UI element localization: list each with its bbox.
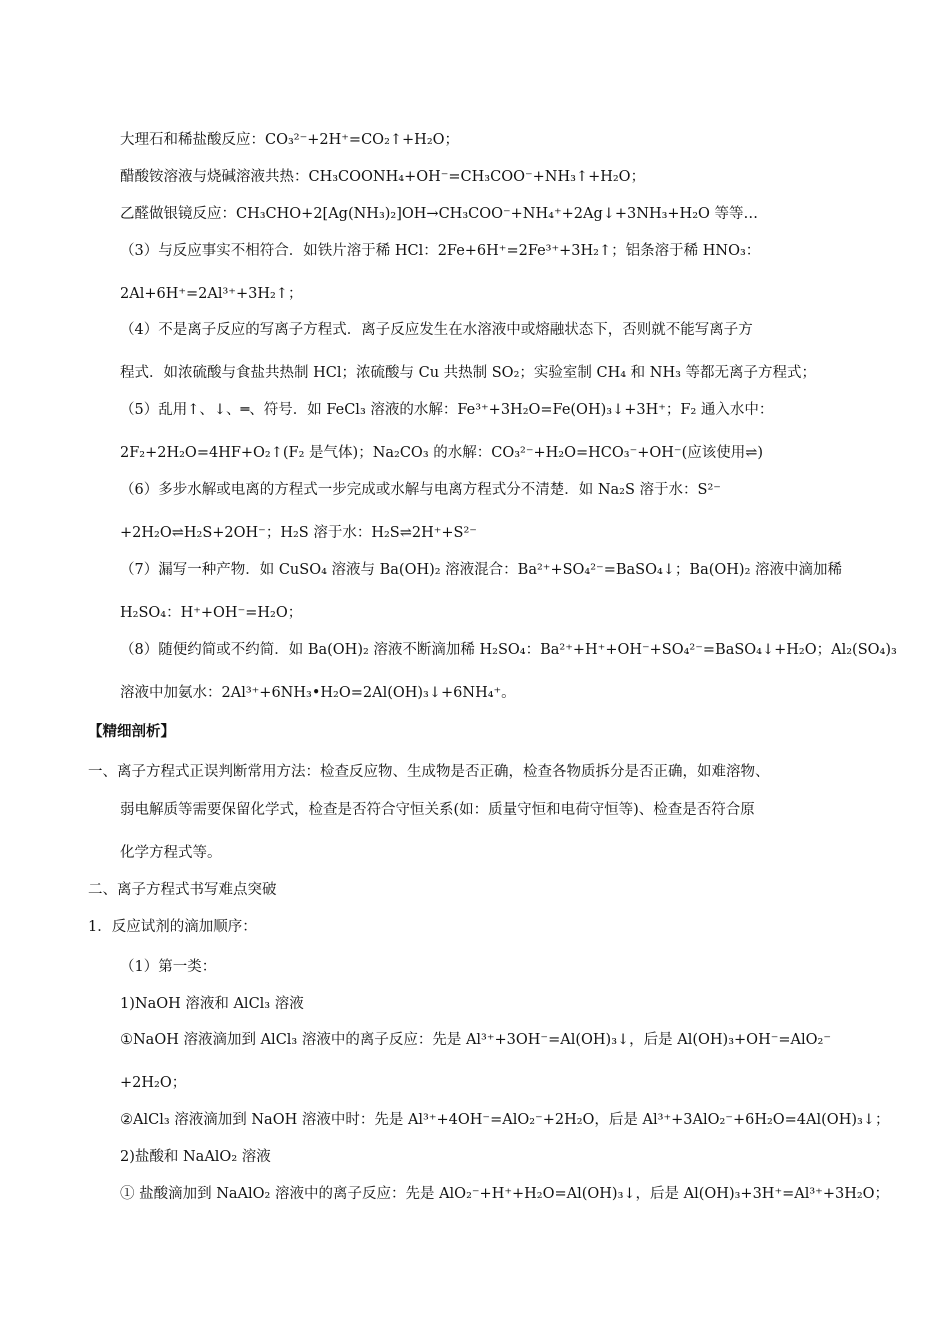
text-line: （3）与反应事实不相符合．如铁片溶于稀 HCl：2Fe+6H⁺=2Fe³⁺+3H₂↑；铝条溶于稀 HNO₃： xyxy=(120,243,761,259)
text-line: ① 盐酸滴加到 NaAlO₂ 溶液中的离子反应：先是 AlO₂⁻+H⁺+H₂O=Al(OH)₃↓，后是 Al(OH)₃+3H⁺=Al³⁺+3H₂O； xyxy=(120,1186,890,1202)
text-line: 程式．如浓硫酸与食盐共热制 HCl；浓硫酸与 Cu 共热制 SO₂；实验室制 CH₄ 和 NH₃ 等都无离子方程式； xyxy=(120,365,817,381)
text-line: （7）漏写一种产物．如 CuSO₄ 溶液与 Ba(OH)₂ 溶液混合：Ba²⁺+SO₄²⁻=BaSO₄↓；Ba(OH)₂ 溶液中滴加稀 xyxy=(120,562,843,578)
text-line: 弱电解质等需要保留化学式，检查是否符合守恒关系(如：质量守恒和电荷守恒等)、检查是否符合原 xyxy=(120,802,755,818)
text-line: 二、离子方程式书写难点突破 xyxy=(88,882,277,898)
text-line: （1）第一类： xyxy=(120,959,217,975)
text-line: （6）多步水解或电离的方程式一步完成或水解与电离方程式分不清楚．如 Na₂S 溶于水：S²⁻ xyxy=(120,482,721,498)
text-line: （5）乱用↑、↓、═、符号．如 FeCl₃ 溶液的水解：Fe³⁺+3H₂O=Fe(OH)₃↓+3H⁺；F₂ 通入水中： xyxy=(120,402,774,418)
text-line: 1．反应试剂的滴加顺序： xyxy=(88,919,257,935)
text-line: 醋酸铵溶液与烧碱溶液共热：CH₃COONH₄+OH⁻=CH₃COO⁻+NH₃↑+H₂O； xyxy=(120,169,646,185)
text-line: ①NaOH 溶液滴加到 AlCl₃ 溶液中的离子反应：先是 Al³⁺+3OH⁻=Al(OH)₃↓，后是 Al(OH)₃+OH⁻=AlO₂⁻ xyxy=(120,1032,831,1048)
text-line: +2H₂O； xyxy=(120,1075,187,1091)
text-line: 一、离子方程式正误判断常用方法：检查反应物、生成物是否正确，检查各物质拆分是否正确，如难溶物、 xyxy=(88,764,770,780)
text-line: 2Al+6H⁺=2Al³⁺+3H₂↑； xyxy=(120,286,303,302)
text-line: ②AlCl₃ 溶液滴加到 NaOH 溶液中时：先是 Al³⁺+4OH⁻=AlO₂⁻+2H₂O，后是 Al³⁺+3AlO₂⁻+6H₂O=4Al(OH)₃↓； xyxy=(120,1112,890,1128)
text-line: 化学方程式等。 xyxy=(120,845,222,861)
text-line: 乙醛做银镜反应：CH₃CHO+2[Ag(NH₃)₂]OH→CH₃COO⁻+NH₄⁺+2Ag↓+3NH₃+H₂O 等等… xyxy=(120,206,758,222)
section-heading: 【精细剖析】 xyxy=(88,723,175,740)
text-line: +2H₂O⇌H₂S+2OH⁻；H₂S 溶于水：H₂S⇌2H⁺+S²⁻ xyxy=(120,525,477,541)
text-line: 1)NaOH 溶液和 AlCl₃ 溶液 xyxy=(120,996,304,1012)
text-line: 2F₂+2H₂O=4HF+O₂↑(F₂ 是气体)；Na₂CO₃ 的水解：CO₃²⁻+H₂O=HCO₃⁻+OH⁻(应该使用⇌) xyxy=(120,445,764,461)
text-line: （8）随便约简或不约简．如 Ba(OH)₂ 溶液不断滴加稀 H₂SO₄：Ba²⁺+H⁺+OH⁻+SO₄²⁻=BaSO₄↓+H₂O；Al₂(SO₄)₃ xyxy=(120,642,897,658)
text-line: H₂SO₄：H⁺+OH⁻=H₂O； xyxy=(120,605,303,621)
text-line: 2)盐酸和 NaAlO₂ 溶液 xyxy=(120,1149,271,1165)
text-line: （4）不是离子反应的写离子方程式．离子反应发生在水溶液中或熔融状态下，否则就不能写离子方 xyxy=(120,322,753,338)
text-line: 大理石和稀盐酸反应：CO₃²⁻+2H⁺=CO₂↑+H₂O； xyxy=(120,132,460,148)
text-line: 溶液中加氨水：2Al³⁺+6NH₃•H₂O=2Al(OH)₃↓+6NH₄⁺。 xyxy=(120,685,516,701)
